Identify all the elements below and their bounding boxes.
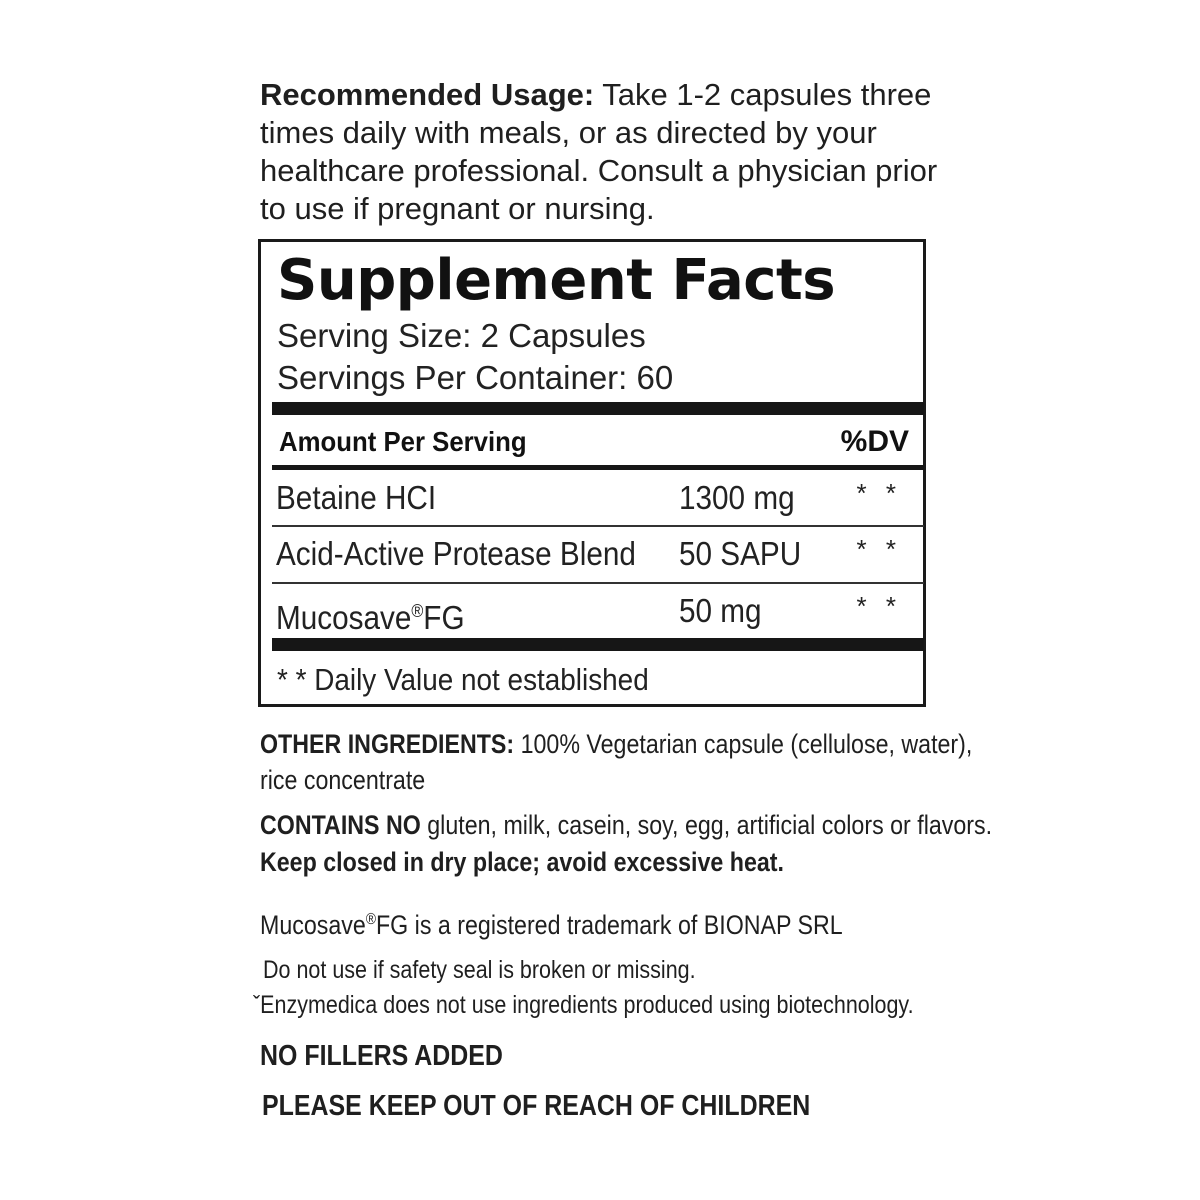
biotech-notice: ˇEnzymedica does not use ingredients produced using biotechnology. xyxy=(253,991,914,1019)
usage-label: Recommended Usage: xyxy=(260,77,595,112)
recommended-usage xyxy=(260,76,940,228)
thick-divider xyxy=(272,402,924,415)
nutrient-name: Mucosave®FG xyxy=(276,599,465,636)
dv-footnote: * * Daily Value not established xyxy=(277,662,649,697)
nutrient-name: Acid-Active Protease Blend xyxy=(276,535,636,572)
dv-header: %DV xyxy=(840,425,909,458)
serving-info xyxy=(277,315,673,399)
children-warning: PLEASE KEEP OUT OF REACH OF CHILDREN xyxy=(262,1090,811,1122)
storage-instructions: Keep closed in dry place; avoid excessive heat. xyxy=(260,847,784,877)
nutrient-amount: 1300 mg xyxy=(679,479,795,516)
serving-size: Serving Size: 2 Capsules xyxy=(277,317,646,354)
nutrient-dv: * * xyxy=(856,591,902,621)
facts-title: Supplement Facts xyxy=(277,248,836,313)
nutrient-amount: 50 mg xyxy=(679,592,762,629)
nutrient-dv: * * xyxy=(856,534,902,564)
nutrient-name: Betaine HCI xyxy=(276,479,437,516)
nutrient-row xyxy=(272,584,924,638)
medium-divider xyxy=(272,465,924,470)
servings-per-container: Servings Per Container: 60 xyxy=(277,359,674,396)
supplement-facts-panel xyxy=(258,239,926,707)
nutrient-row xyxy=(272,527,924,581)
amount-per-serving-header: Amount Per Serving xyxy=(279,426,527,457)
nutrient-row xyxy=(272,471,924,525)
nutrient-dv: * * xyxy=(856,478,902,508)
thick-divider xyxy=(272,638,924,651)
contains-no-label: CONTAINS NO xyxy=(260,810,421,840)
other-ingredients: OTHER INGREDIENTS: 100% Vegetarian capsule (cellulose, water), xyxy=(260,729,973,759)
nutrient-amount: 50 SAPU xyxy=(679,535,802,572)
seal-warning: Do not use if safety seal is broken or missing. xyxy=(263,956,696,984)
no-fillers: NO FILLERS ADDED xyxy=(260,1040,503,1072)
usage-text: Take 1-2 capsules three times daily with meals, or as directed by your healthcare professional. Consult a physician prior to use if pregnant or nursing. xyxy=(260,77,938,226)
registered-mark: ® xyxy=(411,601,424,621)
trademark-notice: Mucosave®FG is a registered trademark of BIONAP SRL xyxy=(260,910,843,940)
contains-no: CONTAINS NO gluten, milk, casein, soy, egg, artificial colors or flavors. xyxy=(260,810,993,840)
other-ingredients-cont: rice concentrate xyxy=(260,765,426,795)
other-ingredients-label: OTHER INGREDIENTS: xyxy=(260,729,515,759)
